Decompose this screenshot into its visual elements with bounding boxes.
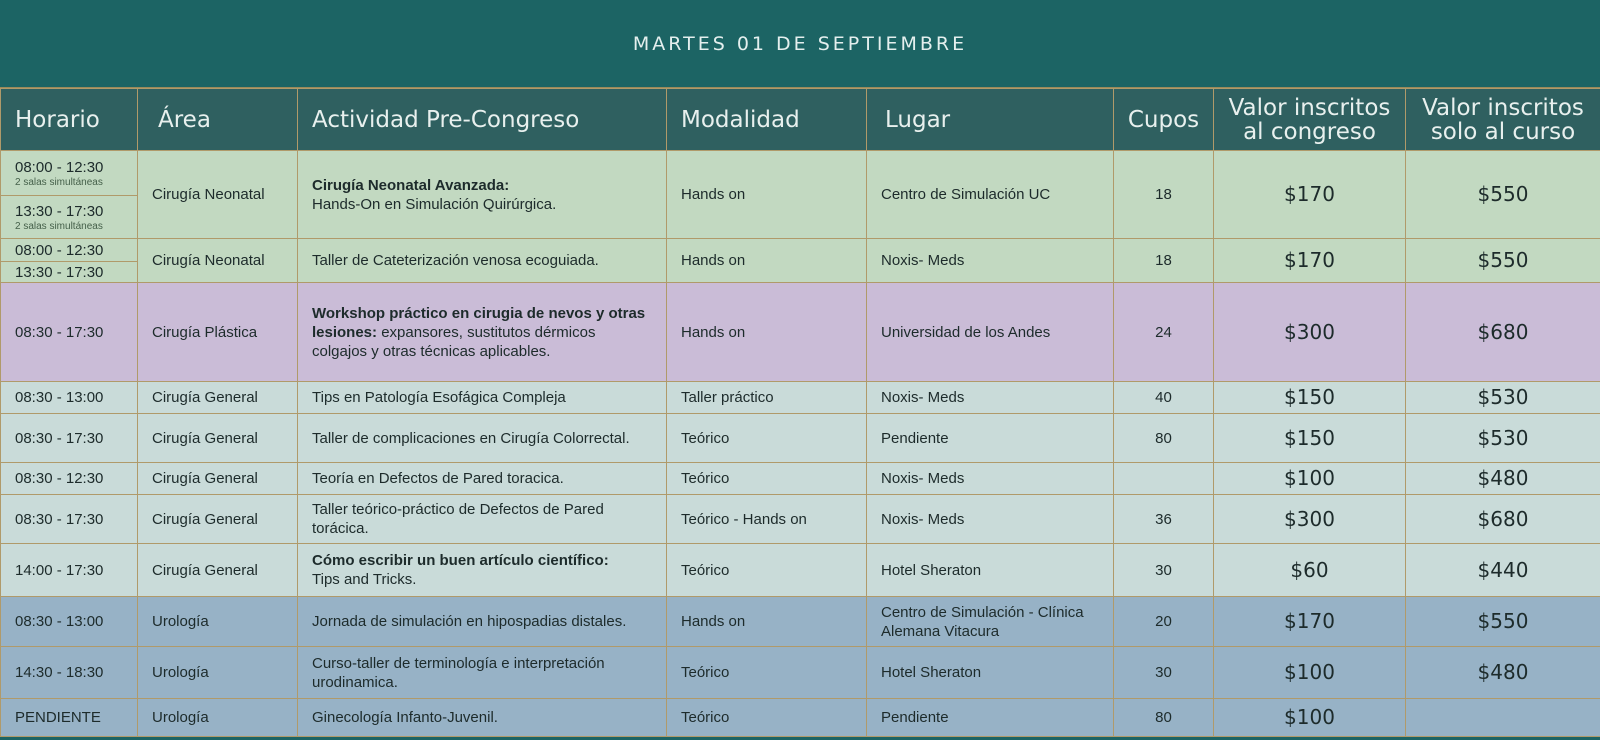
lugar-cell: Hotel Sheraton [867,647,1114,699]
modalidad-cell: Hands on [667,151,867,239]
cupos-cell [1114,463,1214,495]
header-valor-curso: Valor inscritos solo al curso [1406,89,1600,151]
area-cell: Cirugía General [138,463,298,495]
valor-congreso-cell: $100 [1214,647,1406,699]
valor-congreso-cell: $100 [1214,463,1406,495]
horario-cell: 08:30 - 17:30 [1,414,138,463]
schedule-date-banner [0,0,1600,88]
valor-curso-cell: $680 [1406,283,1600,382]
valor-congreso-cell: $170 [1214,239,1406,283]
date-title: MARTES 01 DE SEPTIEMBRE [632,32,968,55]
horario-cell: 14:30 - 18:30 [1,647,138,699]
valor-curso-cell: $550 [1406,597,1600,647]
horario-cell: 08:30 - 12:30 [1,463,138,495]
time-text: 08:00 - 12:30 [15,241,104,259]
valor-congreso-cell: $300 [1214,495,1406,544]
valor-congreso-cell: $60 [1214,544,1406,597]
modalidad-cell: Teórico [667,647,867,699]
header-horario: Horario [1,89,138,151]
header-cupos: Cupos [1114,89,1214,151]
lugar-cell: Centro de Simulación - Clínica Alemana Vitacura [867,597,1114,647]
lugar-cell: Hotel Sheraton [867,544,1114,597]
cupos-cell: 36 [1114,495,1214,544]
area-cell: Urología [138,597,298,647]
pre-congress-schedule-table [0,88,1600,737]
actividad-cell: Teoría en Defectos de Pared toracica. [298,463,667,495]
modalidad-cell: Teórico [667,414,867,463]
actividad-cell: Tips en Patología Esofágica Compleja [298,382,667,414]
valor-curso-cell: $530 [1406,414,1600,463]
time-slot [1,151,137,195]
valor-curso-cell [1406,699,1600,737]
area-cell: Urología [138,699,298,737]
table-row [1,283,1600,382]
valor-curso-cell: $550 [1406,239,1600,283]
valor-congreso-cell: $170 [1214,151,1406,239]
time-text: 13:30 - 17:30 [15,263,104,281]
area-cell: Cirugía Neonatal [138,151,298,239]
table-row [1,414,1600,463]
table-row [1,544,1600,597]
valor-curso-cell: $680 [1406,495,1600,544]
actividad-text: Tips and Tricks. [312,571,417,588]
valor-curso-cell: $550 [1406,151,1600,239]
area-cell: Cirugía General [138,495,298,544]
valor-congreso-cell: $300 [1214,283,1406,382]
actividad-cell: Taller de Cateterización venosa ecoguiada. [298,239,667,283]
lugar-cell: Noxis- Meds [867,495,1114,544]
table-row [1,463,1600,495]
actividad-cell: Taller de complicaciones en Cirugía Colorrectal. [298,414,667,463]
modalidad-cell: Hands on [667,597,867,647]
cupos-cell: 18 [1114,239,1214,283]
header-valor-congreso: Valor inscritos al congreso [1214,89,1406,151]
valor-curso-cell: $530 [1406,382,1600,414]
cupos-cell: 80 [1114,414,1214,463]
lugar-cell: Centro de Simulación UC [867,151,1114,239]
slot-note: 2 salas simultáneas [15,177,103,188]
table-row [1,647,1600,699]
horario-cell: 14:00 - 17:30 [1,544,138,597]
cupos-cell: 18 [1114,151,1214,239]
time-slot [1,261,137,282]
actividad-cell [298,151,667,239]
actividad-text: Hands-On en Simulación Quirúrgica. [312,195,557,213]
cupos-cell: 30 [1114,544,1214,597]
table-row [1,382,1600,414]
actividad-cell: Jornada de simulación en hipospadias distales. [298,597,667,647]
actividad-cell: Ginecología Infanto-Juvenil. [298,699,667,737]
header-area: Área [138,89,298,151]
actividad-title: Cirugía Neonatal Avanzada: [312,176,510,194]
valor-curso-cell: $440 [1406,544,1600,597]
lugar-cell: Pendiente [867,699,1114,737]
lugar-cell: Universidad de los Andes [867,283,1114,382]
lugar-cell: Noxis- Meds [867,239,1114,283]
area-cell: Urología [138,647,298,699]
table-row [1,151,1600,239]
area-cell: Cirugía Neonatal [138,239,298,283]
area-cell: Cirugía General [138,414,298,463]
modalidad-cell: Hands on [667,283,867,382]
actividad-title: Cómo escribir un buen artículo científico: [312,552,609,569]
time-slot [1,195,137,238]
actividad-text: expansores, sustitutos dérmicos colgajos y otras técnicas aplicables. [312,323,596,360]
lugar-cell: Noxis- Meds [867,463,1114,495]
area-cell: Cirugía Plástica [138,283,298,382]
horario-cell: 08:30 - 13:00 [1,382,138,414]
valor-congreso-cell: $150 [1214,414,1406,463]
cupos-cell: 24 [1114,283,1214,382]
lugar-cell: Pendiente [867,414,1114,463]
horario-cell [1,239,138,283]
lugar-cell: Noxis- Meds [867,382,1114,414]
slot-note: 2 salas simultáneas [15,221,103,232]
header-lugar: Lugar [867,89,1114,151]
valor-congreso-cell: $170 [1214,597,1406,647]
time-slot [1,239,137,261]
valor-congreso-cell: $100 [1214,699,1406,737]
horario-cell: 08:30 - 13:00 [1,597,138,647]
modalidad-cell: Hands on [667,239,867,283]
modalidad-cell: Teórico [667,463,867,495]
horario-cell: 08:30 - 17:30 [1,283,138,382]
modalidad-cell: Taller práctico [667,382,867,414]
valor-congreso-cell: $150 [1214,382,1406,414]
cupos-cell: 80 [1114,699,1214,737]
horario-cell: 08:30 - 17:30 [1,495,138,544]
modalidad-cell: Teórico [667,544,867,597]
actividad-title: Workshop práctico en cirugia de nevos y otras lesiones: [312,304,646,341]
actividad-cell: Curso-taller de terminología e interpretación urodinamica. [298,647,667,699]
modalidad-cell: Teórico [667,699,867,737]
header-modalidad: Modalidad [667,89,867,151]
horario-cell [1,151,138,239]
table-row [1,699,1600,737]
time-text: 08:00 - 12:30 [15,159,104,176]
actividad-cell: Taller teórico-práctico de Defectos de Pared torácica. [298,495,667,544]
time-text: 13:30 - 17:30 [15,203,104,220]
modalidad-cell: Teórico - Hands on [667,495,867,544]
valor-curso-cell: $480 [1406,463,1600,495]
header-actividad: Actividad Pre-Congreso [298,89,667,151]
cupos-cell: 20 [1114,597,1214,647]
valor-curso-cell: $480 [1406,647,1600,699]
actividad-cell [298,283,667,382]
cupos-cell: 30 [1114,647,1214,699]
horario-cell: PENDIENTE [1,699,138,737]
table-row [1,597,1600,647]
table-row [1,495,1600,544]
area-cell: Cirugía General [138,382,298,414]
table-header-row [1,89,1600,151]
cupos-cell: 40 [1114,382,1214,414]
actividad-cell [298,544,667,597]
area-cell: Cirugía General [138,544,298,597]
table-row [1,239,1600,283]
